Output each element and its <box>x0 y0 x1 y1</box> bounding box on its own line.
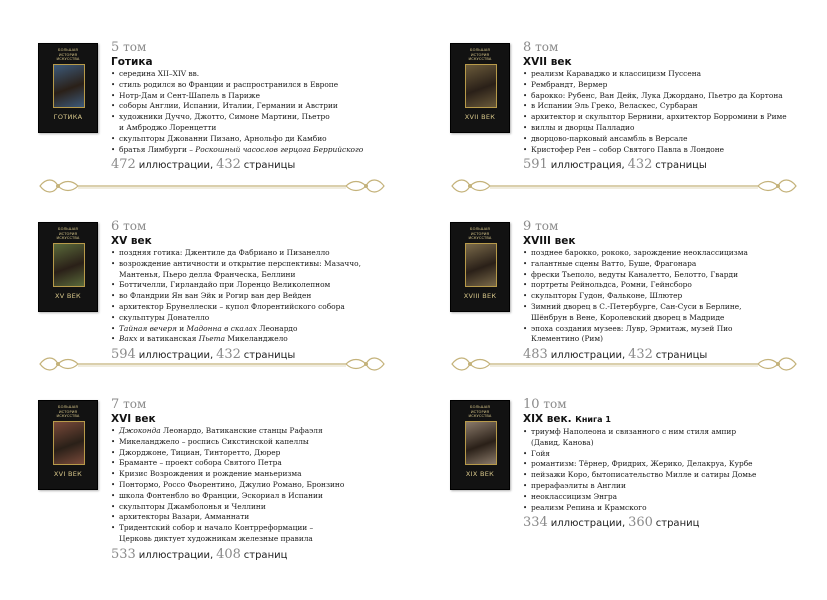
list-item: • Гойя <box>523 449 827 460</box>
illustration-count: 334 <box>523 515 548 531</box>
cover-artwork <box>465 64 497 108</box>
volume-description <box>111 397 441 564</box>
topic-list <box>111 69 441 155</box>
cover-title: XVIII ВЕК <box>463 292 497 300</box>
list-item: • портреты Рейнольдса, Ромни, Гейнсборо <box>523 280 827 291</box>
illustration-count: 483 <box>523 347 548 363</box>
list-item: • триумф Наполеона и связанного с ним стиля ампир (Давид, Канова) <box>523 427 827 449</box>
page-count: 432 <box>216 157 241 173</box>
list-item: • художники Дуччо, Джотто, Симоне Мартини, Пьетро и Амброджо Лоренцетти <box>111 112 441 134</box>
ornament-divider <box>450 177 798 195</box>
volume-description <box>523 219 827 364</box>
topic-list <box>111 248 441 345</box>
book-cover <box>38 222 98 312</box>
list-item: • Вакх и ватиканская Пьета Микеланджело <box>111 334 441 345</box>
list-item: • Джоконда Леонардо, Ватиканские станцы Рафаэля <box>111 426 441 437</box>
page-count: 360 <box>628 515 653 531</box>
topic-list <box>523 427 827 513</box>
volume-description <box>523 40 827 174</box>
list-item: • неоклассицизм Энгра <box>523 492 827 503</box>
cover-series-title: БОЛЬШАЯ ИСТОРИЯ ИСКУССТВА <box>56 405 80 419</box>
book-cover <box>450 222 510 312</box>
volume-9 <box>450 219 827 372</box>
cover-series-title: БОЛЬШАЯ ИСТОРИЯ ИСКУССТВА <box>56 48 80 62</box>
list-item: • поздняя готика: Джентиле да Фабриано и Пизанелло <box>111 248 441 259</box>
list-item: • Браманте – проект собора Святого Петра <box>111 458 441 469</box>
list-item: • возрождение античности и открытие перспективы: Мазаччо, Мантенья, Пьеро делла Франческа, Беллини <box>111 259 441 281</box>
cover-title: XVI ВЕК <box>53 470 83 478</box>
page-count: 432 <box>216 347 241 363</box>
list-item: • романтизм: Тёрнер, Фридрих, Жерико, Делакруа, Курбе <box>523 459 827 470</box>
list-item: • середина XII–XIV вв. <box>111 69 441 80</box>
cover-title: XVII ВЕК <box>464 113 496 121</box>
list-item: • Понтормо, Россо Фьорентино, Джулио Романо, Бронзино <box>111 480 441 491</box>
list-item: • дворцово-парковый ансамбль в Версале <box>523 134 827 145</box>
list-item: • Микеланджело – роспись Сикстинской капеллы <box>111 437 441 448</box>
book-cover <box>450 43 510 133</box>
list-item: • Боттичелли, Гирландайо при Лоренцо Великолепном <box>111 280 441 291</box>
cover-series-title: БОЛЬШАЯ ИСТОРИЯ ИСКУССТВА <box>468 48 492 62</box>
volume-stats: 591 иллюстрация, 432 страницы <box>523 157 707 173</box>
volume-number: 8 том <box>523 40 559 55</box>
list-item: • соборы Англии, Испании, Италии, Германии и Австрии <box>111 101 441 112</box>
list-item: • скульпторы Гудон, Фальконе, Шлютер <box>523 291 827 302</box>
list-item: • прерафаэлиты в Англии <box>523 481 827 492</box>
list-item: • Кристофер Рен – собор Святого Павла в Лондоне <box>523 145 827 156</box>
list-item: • Тайная вечеря и Мадонна в скалах Леонардо <box>111 324 441 335</box>
list-item: • стиль родился во Франции и распространился в Европе <box>111 80 441 91</box>
cover-series-title: БОЛЬШАЯ ИСТОРИЯ ИСКУССТВА <box>56 227 80 241</box>
list-item: • скульптуры Донателло <box>111 313 441 324</box>
list-item: • братья Лимбурги – Роскошный часослов герцога Беррийского <box>111 145 441 156</box>
cover-series-title: БОЛЬШАЯ ИСТОРИЯ ИСКУССТВА <box>468 405 492 419</box>
topic-list <box>523 69 827 155</box>
volume-stats: 483 иллюстрации, 432 страницы <box>523 347 708 363</box>
list-item: • виллы и дворцы Палладио <box>523 123 827 134</box>
cover-artwork <box>53 64 85 108</box>
list-item: • архитектор и скульптор Бернини, архитектор Борромини в Риме <box>523 112 827 123</box>
list-item: • барокко: Рубенс, Ван Дейк, Лука Джордано, Пьетро да Кортона <box>523 91 827 102</box>
volume-7 <box>38 397 438 562</box>
topic-list <box>523 248 827 345</box>
cover-series-title: БОЛЬШАЯ ИСТОРИЯ ИСКУССТВА <box>468 227 492 241</box>
illustration-count: 533 <box>111 546 136 562</box>
cover-artwork <box>53 421 85 465</box>
list-item: • Кризис Возрождения и рождение маньеризма <box>111 469 441 480</box>
page-count: 408 <box>216 546 241 562</box>
page-count: 432 <box>628 347 653 363</box>
volume-stats: 594 иллюстрации, 432 страницы <box>111 347 296 363</box>
list-item: • эпоха создания музеев: Лувр, Эрмитаж, музей Пио Клементино (Рим) <box>523 324 827 346</box>
volume-stats: 472 иллюстрации, 432 страницы <box>111 157 296 173</box>
cover-artwork <box>465 243 497 287</box>
ornament-divider <box>38 355 386 373</box>
ornament-divider <box>450 355 798 373</box>
volume-heading: XVIII век <box>523 235 576 247</box>
cover-artwork <box>53 243 85 287</box>
volume-number: 7 том <box>111 397 147 412</box>
ornament-divider <box>38 177 386 195</box>
book-cover <box>450 400 510 490</box>
list-item: • реализм Караваджо и классицизм Пуссена <box>523 69 827 80</box>
volume-description <box>523 397 827 532</box>
list-item: • Рембрандт, Вермер <box>523 80 827 91</box>
list-item: • Зимний дворец в С.-Петербурге, Сан-Суси в Берлине, Шёнбрун в Вене, Королевский дворец в Мадриде <box>523 302 827 324</box>
volume-heading: XV век <box>111 235 152 247</box>
list-item: • скульпторы Джованни Пизано, Арнольфо ди Камбио <box>111 134 441 145</box>
list-item: • архитектор Брунеллески – купол Флорентийского собора <box>111 302 441 313</box>
volume-number: 10 том <box>523 397 567 412</box>
illustration-count: 472 <box>111 157 136 173</box>
list-item: • пейзажи Коро, бытописательство Милле и сатиры Домье <box>523 470 827 481</box>
volume-5 <box>38 40 438 193</box>
volume-8 <box>450 40 827 193</box>
volume-description <box>111 40 441 174</box>
topic-list <box>111 426 441 545</box>
list-item: • школа Фонтенбло во Франции, Эскориал в Испании <box>111 491 441 502</box>
volume-heading: XVI век <box>111 413 156 425</box>
cover-title: XV ВЕК <box>55 292 81 300</box>
list-item: • архитекторы Вазари, Амманнати <box>111 512 441 523</box>
volume-stats: 334 иллюстрации, 360 страниц <box>523 515 700 531</box>
volume-number: 5 том <box>111 40 147 55</box>
list-item: • в Испании Эль Греко, Веласкес, Сурбаран <box>523 101 827 112</box>
book-cover <box>38 43 98 133</box>
volume-heading: Готика <box>111 56 153 68</box>
list-item: • Нотр-Дам и Сент-Шапель в Париже <box>111 91 441 102</box>
list-item: • Тридентский собор и начало Контрреформации – Церковь диктует художникам железные правила <box>111 523 441 545</box>
volume-number: 9 том <box>523 219 559 234</box>
volume-10 <box>450 397 827 550</box>
list-item: • Джорджоне, Тициан, Тинторетто, Дюрер <box>111 448 441 459</box>
list-item: • галантные сцены Ватто, Буше, Фрагонара <box>523 259 827 270</box>
cover-title: XIX ВЕК <box>465 470 495 478</box>
volume-heading: XIX век. Книга 1 <box>523 413 611 425</box>
page-count: 432 <box>627 157 653 173</box>
volume-heading: XVII век <box>523 56 572 68</box>
list-item: • скульпторы Джамболонья и Челлини <box>111 502 441 513</box>
list-item: • позднее барокко, рококо, зарождение неоклассицизма <box>523 248 827 259</box>
volume-6 <box>38 219 438 372</box>
illustration-count: 594 <box>111 347 136 363</box>
volume-stats: 533 иллюстрации, 408 страниц <box>111 546 288 562</box>
volume-number: 6 том <box>111 219 147 234</box>
list-item: • реализм Репина и Крамского <box>523 503 827 514</box>
cover-artwork <box>465 421 497 465</box>
cover-title: ГОТИКА <box>53 113 83 121</box>
volume-description <box>111 219 441 364</box>
illustration-count: 591 <box>523 157 548 173</box>
list-item: • фрески Тьеполо, ведуты Каналетто, Белотто, Гварди <box>523 270 827 281</box>
book-cover <box>38 400 98 490</box>
list-item: • во Фландрии Ян ван Эйк и Рогир ван дер Вейден <box>111 291 441 302</box>
